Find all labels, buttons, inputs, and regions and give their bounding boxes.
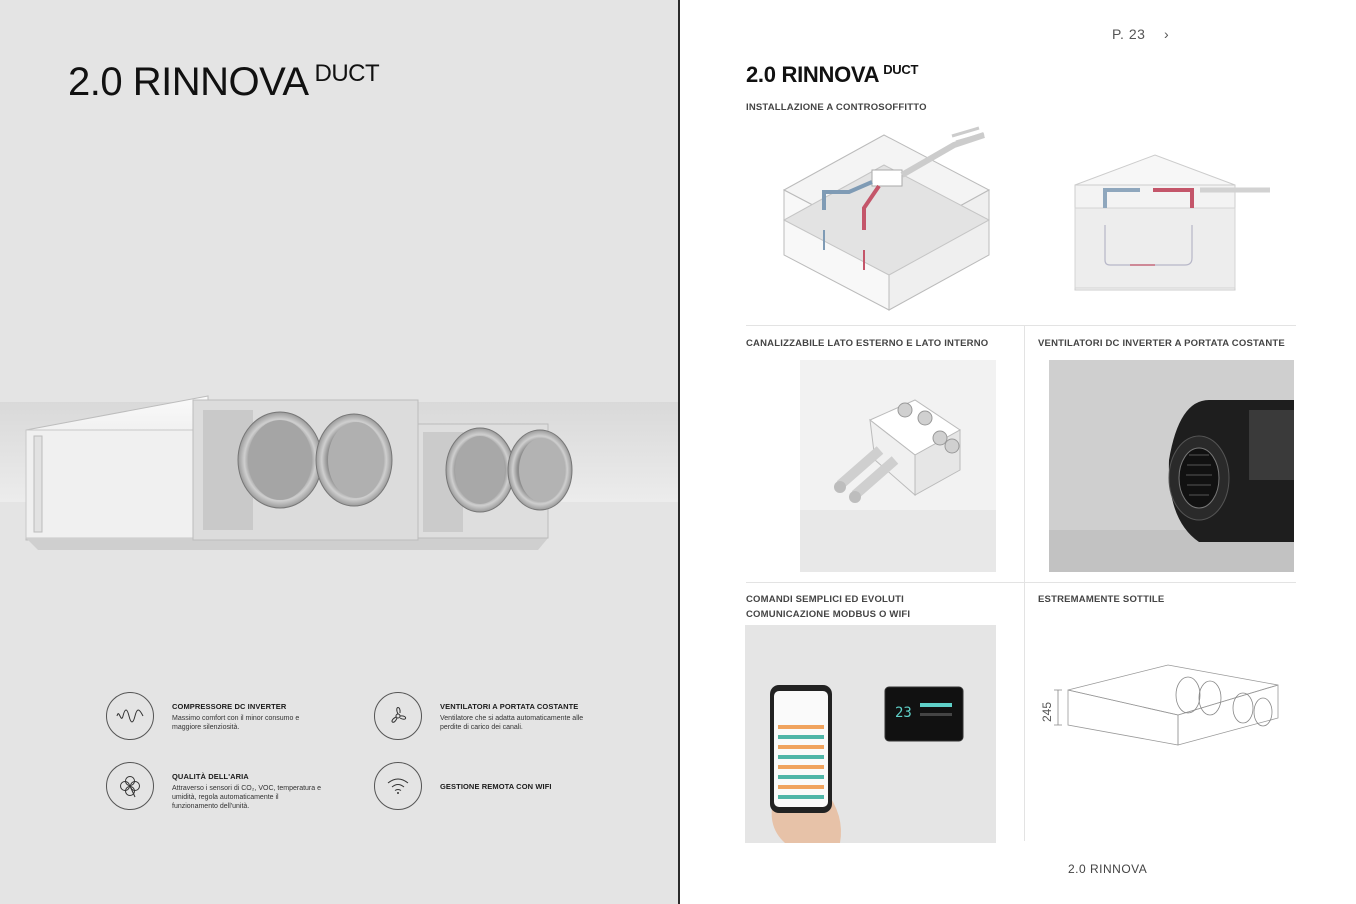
grid-line bbox=[746, 582, 1296, 583]
chevron-right-icon[interactable]: › bbox=[1164, 26, 1169, 42]
feature-title: GESTIONE REMOTA CON WIFI bbox=[440, 782, 552, 791]
feature-wifi bbox=[374, 762, 552, 810]
controls-image bbox=[745, 625, 996, 843]
fan-icon bbox=[374, 692, 422, 740]
height-label: 245 bbox=[1040, 701, 1054, 722]
feature-desc: Attraverso i sensori di CO₂, VOC, temperatura e umidità, regola automaticamente il funzionamento dell'unità. bbox=[172, 785, 321, 810]
feature-desc: Massimo comfort con il minor consumo e maggiore silenziosità. bbox=[172, 715, 300, 731]
right-page bbox=[680, 0, 1356, 904]
grid-line bbox=[1024, 326, 1025, 841]
fan-motor-image bbox=[1049, 360, 1294, 572]
wifi-icon bbox=[374, 762, 422, 810]
label-fans: VENTILATORI DC INVERTER A PORTATA COSTANTE bbox=[1038, 338, 1285, 349]
label-installation: INSTALLAZIONE A CONTROSOFFITTO bbox=[746, 102, 927, 113]
label-ducting: CANALIZZABILE LATO ESTERNO E LATO INTERNO bbox=[746, 338, 989, 349]
feature-title: COMPRESSORE DC INVERTER bbox=[172, 702, 287, 711]
page-number: P. 23 bbox=[1112, 26, 1146, 42]
footer-label: 2.0 RINNOVA bbox=[1068, 862, 1148, 876]
thermostat-display: 23 bbox=[895, 705, 912, 721]
feature-title: QUALITÀ DELL'ARIA bbox=[172, 772, 249, 781]
ceiling-install-diagram bbox=[754, 120, 1024, 320]
label-thin: ESTREMAMENTE SOTTILE bbox=[1038, 594, 1165, 605]
duct-unit-image bbox=[18, 388, 618, 558]
product-title: 2.0 RINNOVA $^{DUCT}$ bbox=[68, 60, 380, 104]
dimension-drawing bbox=[1040, 650, 1288, 760]
cross-section-diagram bbox=[1070, 150, 1285, 295]
feature-air-quality bbox=[106, 762, 322, 811]
feature-compressor bbox=[106, 692, 322, 740]
section-title: 2.0 RINNOVA $^{DUCT}$ bbox=[746, 62, 919, 87]
feature-fans bbox=[374, 692, 590, 740]
clover-icon bbox=[106, 762, 154, 810]
feature-title: VENTILATORI A PORTATA COSTANTE bbox=[440, 702, 579, 711]
ducting-image bbox=[800, 360, 996, 572]
grid-line bbox=[746, 325, 1296, 326]
label-controls: COMANDI SEMPLICI ED EVOLUTI COMUNICAZIONE MODBUS O WIFI bbox=[746, 594, 911, 620]
feature-desc: Ventilatore che si adatta automaticamente alle perdite di carico dei canali. bbox=[440, 715, 584, 731]
waveform-icon bbox=[106, 692, 154, 740]
